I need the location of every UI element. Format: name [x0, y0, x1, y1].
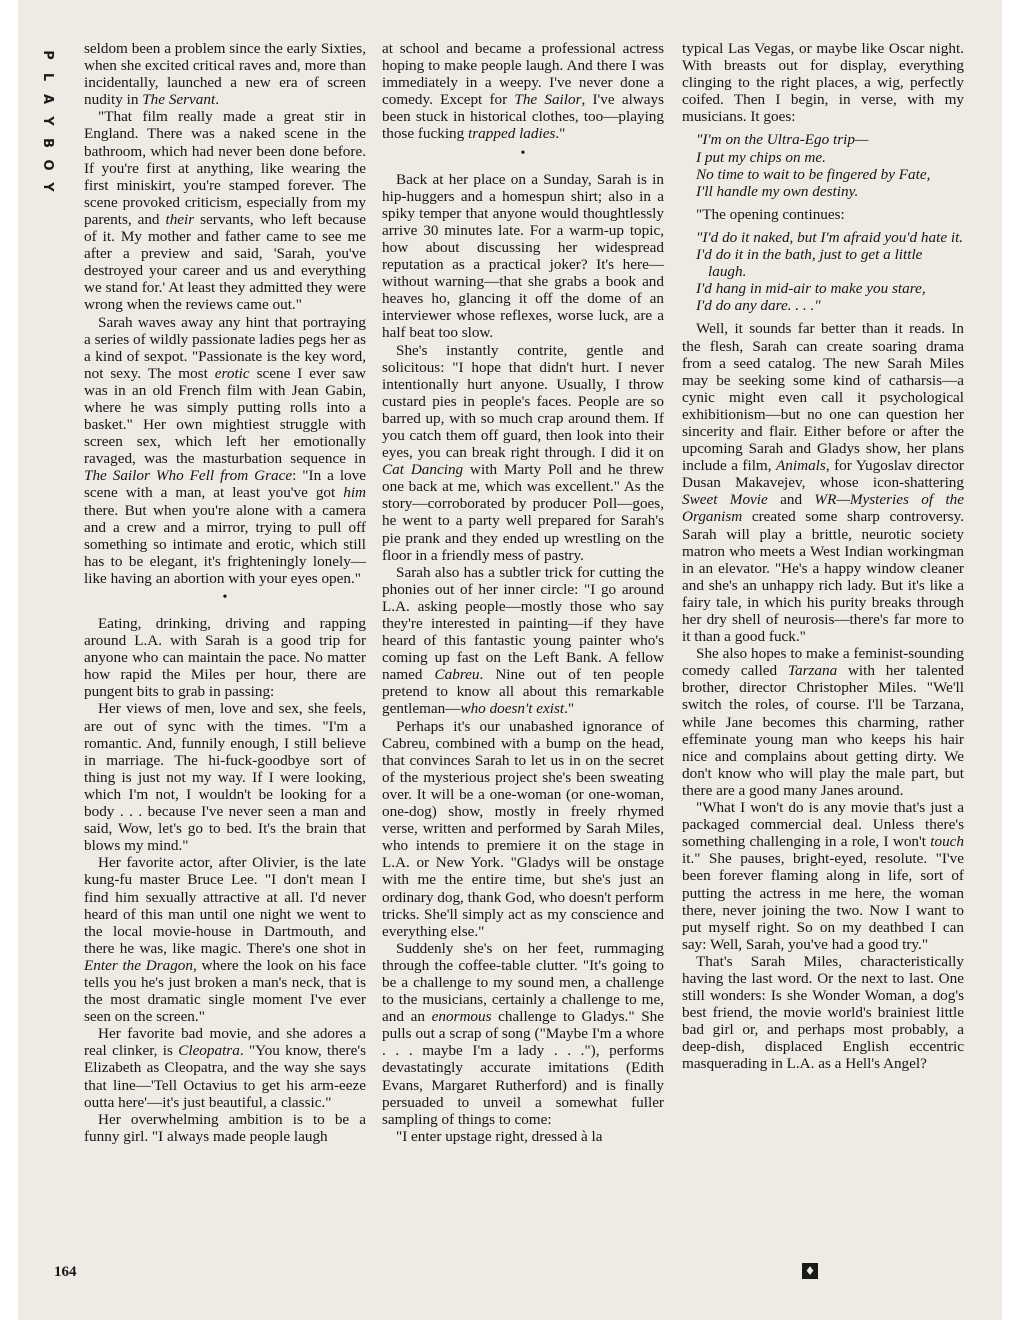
- paragraph: "That film really made a great stir in England. There was a naked scene in the bathroom, which had never been done before. If you're first at anything, like wearing the first miniskirt, you're stamped forever. The scene provoked criticism, especially from my parents, and their servants, who left because of it. My mother and father came to see me after a preview and said, 'Sarah, you've destroyed your career and us and everything we stand for.' At least they admitted they were wrong when the reviews came out.": [84, 108, 366, 314]
- verse-line: "I'd do it naked, but I'm afraid you'd hate it.: [696, 228, 964, 246]
- paragraph: Her overwhelming ambition is to be a funny girl. "I always made people laugh: [84, 1110, 366, 1145]
- spine-letter: O: [40, 159, 55, 171]
- spine-letter: Y: [40, 116, 55, 126]
- verse-line: I'd do any dare. . . .": [696, 297, 821, 315]
- magazine-spine-title: [36, 44, 58, 198]
- verse-block: [696, 131, 964, 199]
- verse-line: "I'm on the Ultra-Ego trip—: [696, 131, 869, 149]
- paragraph: "The opening continues:: [696, 205, 845, 223]
- verse-line: I put my chips on me.: [696, 148, 826, 166]
- paragraph: Perhaps it's our unabashed ignorance of Cabreu, combined with a bump on the head, that convinces Sarah to let us in on the secret of the mysterious project she's been sweating over. It will be a one-woman (or one-woman, one-dog) show, mostly in freely rhymed verse, written and performed by Sarah Miles, who intends to premiere it on the stage in L.A. or New York. "Gladys will be onstage with me the entire time, but she's just an ordinary dog, thank God, who doesn't perform tricks. She'll simply act as my conscience and everything else.": [382, 717, 664, 940]
- paragraph: Her favorite bad movie, and she adores a real clinker, is Cleopatra. "You know, there's Elizabeth as Cleopatra, and the way she says that line—'Tell Octavius to get his arm-eeze outta here'—it's just beautiful, a classic.": [84, 1025, 366, 1111]
- section-divider: •: [520, 145, 526, 161]
- spine-letter: A: [40, 93, 55, 105]
- verse-line: I'll handle my own destiny.: [696, 182, 859, 200]
- paragraph: Her favorite actor, after Olivier, is the late kung-fu master Bruce Lee. "I don't mean I find him sexually attractive at all. I'd never heard of this man until one night we went to the local movie-house in Dartmouth, and there he was, like magic. There's one shot in Enter the Dragon, where the look on his face tells you he's just broken a man's neck, that is the most dramatic single moment I've ever seen on the screen.": [84, 854, 366, 1026]
- paragraph: Eating, drinking, driving and rapping around L.A. with Sarah is a good trip for anyone who can maintain the pace. No matter how rapid the Miles per hour, there are pungent bits to grab in passing:: [84, 615, 366, 701]
- paragraph: Sarah waves away any hint that portraying a series of wildly passionate ladies pegs her as a kind of sexpot. "Passionate is the key word, not sexy. The most erotic scene I ever saw was in an old French film with Jean Gabin, where he was simply putting rolls into a basket." Her own mightiest struggle with screen sex, which left her emotionally ravaged, was the masturbation sequence in The Sailor Who Fell from Grace: "In a love scene with a man, at least you've got him there. But when you're alone with a camera and a crew and a mirror, trying to pull off something so intimate and erotic, which still has to be elegant, it's frighteningly lonely—like having an abortion with your eyes open.": [84, 313, 366, 587]
- paragraph: She's instantly contrite, gentle and solicitous: "I hope that didn't hurt. I never intentionally hurt anyone. Usually, I throw custard pies in people's faces. People are so barred up, with so much crap around them. If you catch them off guard, then look into their eyes, you can break right through. I did it on Cat Dancing with Marty Poll and he threw one back at me, which was excellent." As the story—corroborated by producer Poll—goes, he went to a party well prepared for Sarah's pie prank and they ended up wrestling on the floor in a friendly mess of pastry.: [382, 341, 664, 564]
- spine-letter: B: [40, 138, 55, 148]
- text-column-3: [682, 40, 964, 1073]
- spine-letter: Y: [40, 182, 55, 192]
- paragraph: "What I won't do is any movie that's just a packaged commercial deal. Unless there's something challenging in a role, I won't touch it." She pauses, bright-eyed, resolute. "I've been forever flaming along in life, sort of putting the actress in me here, the woman there, never joining the two. Now I want to put myself right. So on my deathbed I can say: Well, Sarah, you've had a good try.": [682, 799, 964, 953]
- section-divider: •: [222, 590, 228, 605]
- paragraph: Suddenly she's on her feet, rummaging through the coffee-table clutter. "It's going to be a challenge to my sound men, a challenge to the musicians, certainly a challenge to me, and an enormous challenge to Gladys." She pulls out a scrap of song ("Maybe I'm a whore . . . maybe I'm a lady . . ."), performs devastatingly accurate imitations (Edith Evans, Margaret Rutherford) and is finally persuaded to unveil a somewhat fuller sampling of things to come:: [382, 939, 664, 1128]
- paragraph: seldom been a problem since the early Sixties, when she excited critical raves and, more than incidentally, launched a new era of screen nudity in The Servant.: [84, 40, 366, 109]
- paragraph: That's Sarah Miles, characteristically having the last word. Or the next to last. One still wonders: Is she Wonder Woman, a dog's best friend, the movie world's brainiest little bad girl or, and perhaps most probably, a deep-dish, displaced English eccentric masquerading in L.A. as a Hell's Angel?: [682, 952, 964, 1073]
- paragraph: Well, it sounds far better than it reads. In the flesh, Sarah can create soaring drama from a seed catalog. The new Sarah Miles may be seeking some kind of catharsis—a cynic might even call it psychological exhibitionism—but no one can question her sincerity and flair. Either before or after the upcoming Sarah and Gladys show, her plans include a film, Animals, for Yugoslav director Dusan Makavejev, whose icon-shattering Sweet Movie and WR—Mysteries of the Organism created some sharp controversy. Sarah will play a brittle, neurotic society matron who meets a West Indian workingman in an elevator. "He's a happy window cleaner and she's an unhappy rich lady. But it's like a fairy tale, in which his purity breaks through her dry shell of neurosis—there's far more to it than a good fuck.": [682, 320, 964, 646]
- verse-line: I'd do it in the bath, just to get a little laugh.: [696, 246, 923, 281]
- rabbit-head-end-mark-icon: ♦: [802, 1263, 818, 1279]
- spine-letter: L: [40, 72, 55, 82]
- paragraph: She also hopes to make a feminist-sounding comedy called Tarzana with her talented brother, director Christopher Miles. "We'll switch the roles, of course. I'll be Tarzana, while Jane becomes this charming, rather effeminate young man who keeps his hair nice and complains about getting dirty. We don't know who will play the male part, but there are a good many Janes around.: [682, 645, 964, 799]
- paragraph: Sarah also has a subtler trick for cutting the phonies out of her inner circle: "I go around L.A. asking people—mostly those who say they're interested in painting—if they have heard of this fantastic young painter who's coming up fast on the Left Bank. A fellow named Cabreu. Nine out of ten people pretend to know all about this remarkable gentleman—who doesn't exist.": [382, 563, 664, 718]
- spine-letter: P: [40, 50, 55, 60]
- paragraph: Back at her place on a Sunday, Sarah is in hip-huggers and a homespun shirt; also in a spiky temper that anyone would thoughtlessly arrive 30 minutes late. For a warm-up topic, how about discussing her widespread reputation as a practical joker? It's here—without warning—that she grabs a book and heaves ho, glancing it off the dome of an interviewer whose reflexes, worse luck, are a half beat too slow.: [382, 170, 664, 342]
- verse-line: No time to wait to be fingered by Fate,: [696, 165, 931, 183]
- paragraph: "I enter upstage right, dressed à la: [396, 1127, 603, 1145]
- text-column-1: [84, 40, 366, 1145]
- paragraph: at school and became a professional actress hoping to make people laugh. And there I was immediately in a weepy. I've never done a comedy. Except for The Sailor, I've always been stuck in historical clothes, too—playing those fucking trapped ladies.": [382, 40, 665, 143]
- text-column-2: [382, 40, 664, 1145]
- paragraph: typical Las Vegas, or maybe like Oscar night. With breasts out for display, everything clinging to the right places, a wig, perfectly coifed. Then I begin, in verse, with my musicians. It goes:: [682, 40, 964, 126]
- verse-block: [696, 229, 964, 314]
- paragraph: Her views of men, love and sex, she feels, are out of sync with the times. "I'm a romantic. And, funnily enough, I still believe in marriage. The hi-fuck-goodbye sort of thing is just not my way. If I were looking, which I'm not, I wouldn't be looking for a body . . . because I've never seen a man and said, Wow, let's go to bed. It's the brain that blows my mind.": [84, 700, 366, 855]
- page-number: 164: [54, 1264, 77, 1280]
- verse-line: I'd hang in mid-air to make you stare,: [696, 280, 926, 298]
